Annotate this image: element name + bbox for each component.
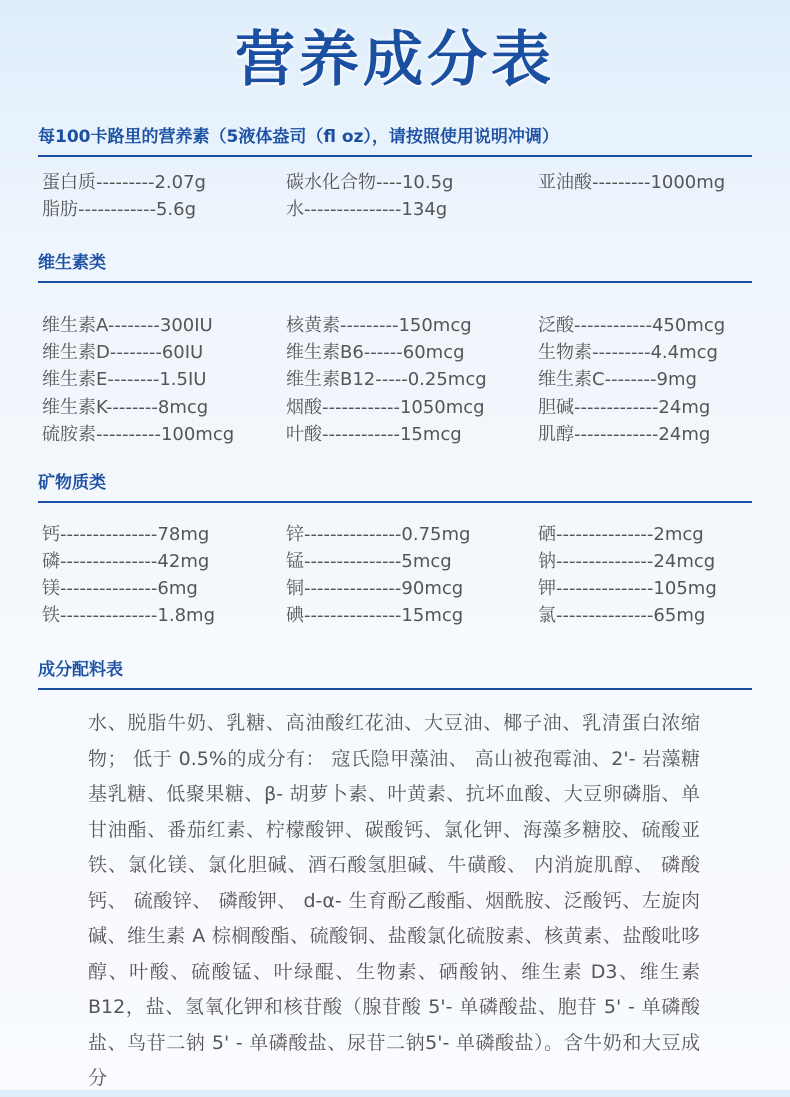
mineral-item: 铜---------------90mcg bbox=[286, 578, 464, 599]
mineral-item: 铁---------------1.8mg bbox=[42, 605, 216, 626]
nutrient-linoleic-acid: 亚油酸---------1000mg bbox=[538, 172, 726, 193]
mineral-item: 钠---------------24mcg bbox=[538, 551, 716, 572]
vitamin-item: 维生素B6------60mcg bbox=[286, 342, 465, 363]
vitamin-item: 维生素D--------60IU bbox=[42, 342, 204, 363]
nutrient-protein: 蛋白质---------2.07g bbox=[42, 172, 206, 193]
mineral-row bbox=[42, 601, 762, 628]
mineral-row bbox=[42, 520, 762, 547]
ingredients-heading: 成分配料表 bbox=[38, 655, 752, 690]
vitamin-item: 叶酸------------15mcg bbox=[286, 424, 462, 445]
vitamin-row bbox=[42, 365, 762, 392]
vitamin-item: 维生素B12-----0.25mcg bbox=[286, 369, 487, 390]
mineral-item: 钙---------------78mg bbox=[42, 524, 210, 545]
vitamins-heading: 维生素类 bbox=[38, 248, 752, 283]
vitamin-item: 维生素E--------1.5IU bbox=[42, 369, 207, 390]
basic-row bbox=[42, 195, 762, 222]
ingredients-text: 水、脱脂牛奶、乳糖、高油酸红花油、大豆油、椰子油、乳清蛋白浓缩物； 低于 0.5%的成分有： 寇氏隐甲藻油、 高山被孢霉油、2'- 岩藻糖基乳糖、低聚果糖、β- 胡萝卜素、叶黄素、抗坏血酸、大豆卵磷脂、单甘油酯、番茄红素、柠檬酸钾、碳酸钙、氯化钾、海藻多糖胶、硫酸亚铁、氯化镁、氯化胆碱、酒石酸氢胆碱、牛磺酸、 内消旋肌醇、 磷酸钙、 硫酸锌、 磷酸钾、 d-α- 生育酚乙酸酯、烟酰胺、泛酸钙、左旋肉碱、维生素 A 棕榈酸酯、硫酸铜、盐酸氯化硫胺素、核黄素、盐酸吡哆醇、叶酸、硫酸锰、叶绿醌、生物素、硒酸钠、维生素 D3、维生素 B12，盐、氢氧化钾和核苷酸（腺苷酸 5'- 单磷酸盐、胞苷 5' - 单磷酸盐、鸟苷二钠 5' - 单磷酸盐、尿苷二钠5'- 单磷酸盐）。含牛奶和大豆成分 bbox=[88, 712, 700, 1089]
vitamin-row bbox=[42, 338, 762, 365]
mineral-item: 氯---------------65mg bbox=[538, 605, 706, 626]
vitamin-item: 胆碱-------------24mg bbox=[538, 397, 711, 418]
nutrient-fat: 脂肪------------5.6g bbox=[42, 199, 196, 220]
vitamin-row bbox=[42, 311, 762, 338]
minerals-heading: 矿物质类 bbox=[38, 468, 752, 503]
mineral-item: 磷---------------42mg bbox=[42, 551, 210, 572]
vitamin-item: 硫胺素----------100mcg bbox=[42, 424, 235, 445]
mineral-item: 硒---------------2mcg bbox=[538, 524, 704, 545]
vitamin-item: 维生素C--------9mg bbox=[538, 369, 697, 390]
mineral-item: 碘---------------15mcg bbox=[286, 605, 464, 626]
nutrient-carbohydrate: 碳水化合物----10.5g bbox=[286, 172, 454, 193]
vitamin-item: 肌醇-------------24mg bbox=[538, 424, 711, 445]
vitamin-item: 烟酸------------1050mcg bbox=[286, 397, 485, 418]
mineral-row bbox=[42, 547, 762, 574]
mineral-row bbox=[42, 574, 762, 601]
vitamin-row bbox=[42, 393, 762, 420]
vitamin-item: 生物素---------4.4mcg bbox=[538, 342, 718, 363]
mineral-item: 锌---------------0.75mg bbox=[286, 524, 471, 545]
vitamin-item: 核黄素---------150mcg bbox=[286, 315, 472, 336]
vitamin-item: 维生素A--------300IU bbox=[42, 315, 213, 336]
vitamin-row bbox=[42, 420, 762, 447]
mineral-item: 锰---------------5mcg bbox=[286, 551, 452, 572]
page-title: 营养成分表 bbox=[235, 25, 555, 95]
basic-nutrients-heading: 每100卡路里的营养素（5液体盎司（fl oz），请按照使用说明冲调） bbox=[38, 122, 752, 157]
mineral-item: 镁---------------6mg bbox=[42, 578, 198, 599]
mineral-item: 钾---------------105mg bbox=[538, 578, 717, 599]
nutrient-water: 水---------------134g bbox=[286, 199, 448, 220]
vitamin-item: 维生素K--------8mcg bbox=[42, 397, 209, 418]
basic-row bbox=[42, 168, 762, 195]
vitamin-item: 泛酸------------450mcg bbox=[538, 315, 726, 336]
